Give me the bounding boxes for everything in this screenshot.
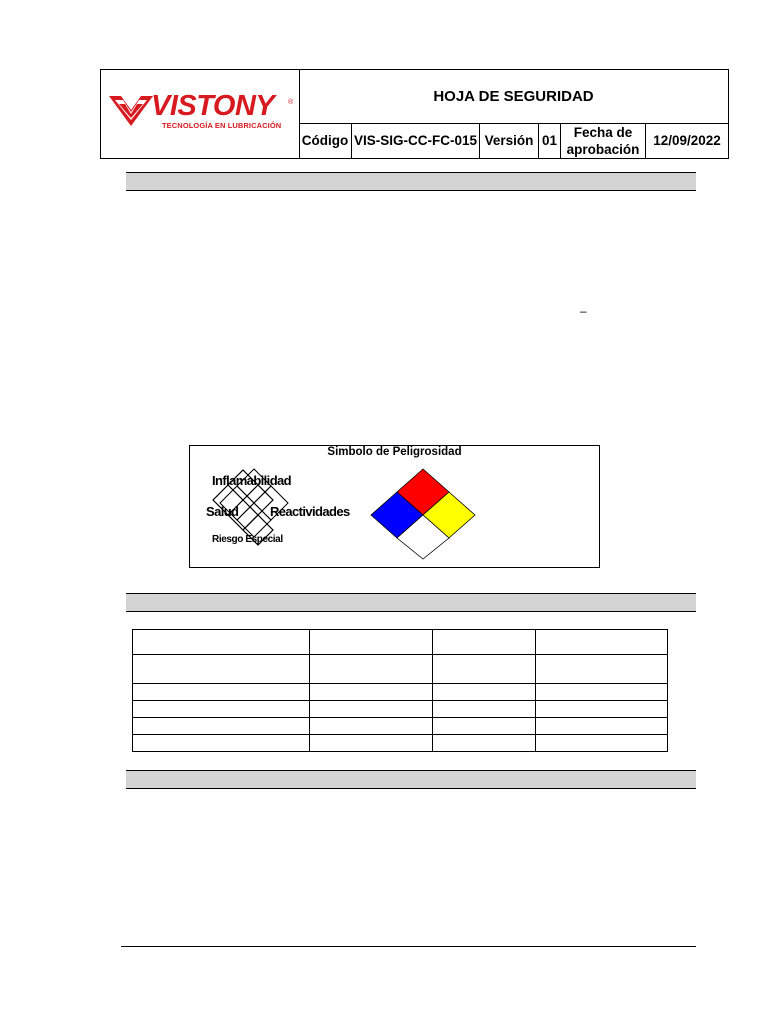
label-salud: Salud bbox=[206, 504, 239, 519]
codigo-value: VIS-SIG-CC-FC-015 bbox=[352, 123, 480, 158]
label-reactividades: Reactividades bbox=[270, 504, 350, 519]
vistony-logo-icon bbox=[107, 92, 157, 132]
hazard-title: Simbolo de Peligrosidad bbox=[327, 446, 462, 458]
logo-registered-mark: ® bbox=[288, 99, 294, 106]
section-bar-1 bbox=[126, 172, 696, 191]
codigo-label: Código bbox=[299, 123, 352, 158]
label-inflamabilidad: Inflamabilidad bbox=[212, 473, 292, 488]
document-title: HOJA DE SEGURIDAD bbox=[299, 70, 728, 124]
section-bar-3 bbox=[126, 770, 696, 789]
section-bar-2 bbox=[126, 593, 696, 612]
version-value: 01 bbox=[539, 123, 561, 158]
stray-mark: – bbox=[580, 304, 587, 318]
label-riesgo-especial: Riesgo Especial bbox=[212, 534, 283, 545]
hazard-symbol-box bbox=[189, 445, 600, 568]
logo-cell bbox=[101, 70, 300, 158]
fecha-label: Fecha de aprobación bbox=[561, 123, 646, 158]
footer-divider bbox=[121, 946, 696, 947]
nfpa-diamond-icon bbox=[368, 468, 483, 560]
logo-tagline: TECNOLOGÍA EN LUBRICACIÓN bbox=[162, 121, 282, 130]
empty-composition-table bbox=[132, 629, 668, 752]
version-label: Versión bbox=[480, 123, 539, 158]
document-header bbox=[100, 69, 729, 159]
logo-wordmark: VISTONY bbox=[151, 90, 275, 122]
fecha-value: 12/09/2022 bbox=[653, 133, 721, 148]
